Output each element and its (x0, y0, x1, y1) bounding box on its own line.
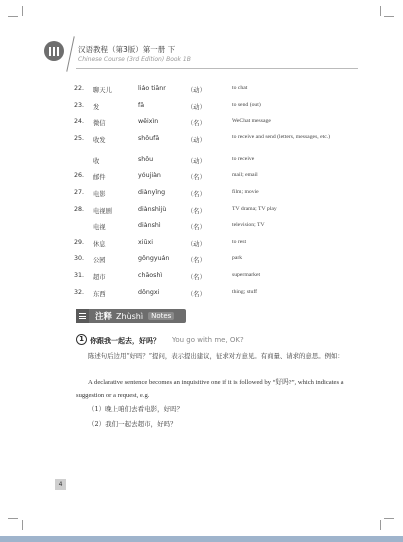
header-divider (66, 36, 74, 71)
book-logo-icon (44, 41, 64, 61)
vocab-gloss: WeChat message (232, 118, 271, 125)
crop-mark (8, 518, 18, 519)
vocab-word: 休息 (93, 240, 106, 248)
vocab-word: 公园 (93, 257, 106, 265)
vocab-row (0, 186, 403, 203)
vocab-pinyin: fā (138, 101, 145, 109)
vocab-word: 收 (93, 157, 100, 165)
vocab-number: 30. (74, 255, 85, 263)
notes-heading-cn: 注释 (95, 312, 113, 322)
vocab-word: 电视 (93, 224, 106, 232)
vocab-pos: （名） (187, 207, 206, 215)
crop-mark (380, 520, 381, 530)
vocab-gloss: supermarket (232, 271, 261, 278)
vocab-pos: （名） (187, 174, 206, 182)
vocab-row (0, 82, 403, 99)
vocab-row (0, 269, 403, 286)
vocab-number: 27. (74, 188, 85, 196)
vocab-word: 微信 (93, 120, 106, 128)
vocab-pos: （名） (187, 290, 206, 298)
vocab-gloss: to chat (232, 85, 248, 91)
vocab-pinyin: yóujiàn (138, 172, 161, 180)
note-title-cn: 你跟我一起去，好吗？ (90, 337, 160, 345)
vocab-row (0, 169, 403, 186)
vocab-word: 电影 (93, 190, 106, 198)
vocab-gloss: to send (out) (232, 101, 261, 108)
crop-mark (380, 6, 381, 16)
vocab-row (0, 99, 403, 116)
crop-mark (8, 16, 18, 17)
vocab-pinyin: xiūxi (138, 238, 153, 246)
vocab-gloss: to rest (232, 238, 247, 245)
note-title-en: You go with me, OK? (172, 336, 244, 344)
vocab-pos: （动） (187, 136, 206, 144)
vocab-gloss: park (232, 255, 243, 262)
vocab-gloss: to receive (232, 155, 255, 162)
vocab-number: 28. (74, 205, 85, 213)
vocab-gloss: thing; stuff (232, 288, 258, 295)
vocab-row (0, 286, 403, 303)
vocab-number: 29. (74, 238, 85, 246)
vocab-pinyin: diànyǐng (138, 188, 166, 196)
example-sentence: （2）我们一起去超市，好吗？ (88, 420, 177, 428)
vocab-word: 收发 (93, 136, 106, 144)
vocab-pos: （名） (187, 224, 206, 232)
vocab-gloss: mail; email (232, 172, 258, 179)
note-number-badge: 1 (76, 334, 87, 345)
vocab-number: 22. (74, 85, 85, 92)
notes-heading-en: Notes (148, 312, 174, 320)
crop-mark (384, 16, 394, 17)
vocab-row (0, 153, 403, 170)
vocab-number: 23. (74, 101, 85, 109)
vocab-word: 发 (93, 103, 100, 111)
vocab-row (0, 115, 403, 132)
vocab-pos: （动） (187, 103, 206, 111)
vocab-pos: （名） (187, 120, 206, 128)
running-header-subtitle: Chinese Course (3rd Edition) Book 1B (78, 56, 191, 63)
crop-mark (22, 6, 23, 16)
vocab-pinyin: diànshì (138, 222, 161, 230)
vocab-row (0, 132, 403, 153)
vocab-gloss: film; movie (232, 188, 259, 195)
vocab-row (0, 252, 403, 269)
example-sentence: （1）晚上咱们去看电影，好吗？ (88, 405, 184, 413)
header-rule (76, 68, 358, 69)
vocab-pos: （动） (187, 87, 206, 94)
notes-list-icon (76, 309, 89, 323)
vocabulary-list (0, 82, 403, 302)
vocab-number: 24. (74, 118, 85, 126)
vocab-pos: （动） (187, 240, 206, 248)
vocab-pinyin: diànshìjù (138, 205, 167, 213)
vocab-row (0, 219, 403, 236)
crop-mark (22, 520, 23, 530)
vocab-word: 东西 (93, 290, 106, 298)
vocab-pinyin: shōu (138, 155, 154, 163)
crop-mark (384, 518, 394, 519)
vocab-pos: （名） (187, 257, 206, 265)
vocab-number: 31. (74, 271, 85, 279)
vocab-pos: （名） (187, 273, 206, 281)
vocab-pinyin: gōngyuán (138, 255, 170, 263)
vocab-pinyin: dōngxi (138, 288, 160, 296)
vocab-word: 聊天儿 (93, 87, 112, 94)
vocab-row (0, 203, 403, 220)
vocab-pos: （名） (187, 190, 206, 198)
vocab-gloss: TV drama; TV play (232, 205, 277, 212)
viewer-bottom-bar (0, 536, 403, 542)
vocab-word: 邮件 (93, 174, 106, 182)
vocab-word: 超市 (93, 273, 106, 281)
vocab-pinyin: wēixìn (138, 118, 159, 126)
vocab-pinyin: liáo tiānr (138, 85, 166, 92)
note-explanation-en: A declarative sentence becomes an inquisitive one if it is followed by “好吗?”, which indicates a suggestion or a request, e.g. (76, 379, 344, 399)
vocab-number: 25. (74, 134, 85, 142)
vocab-word: 电视剧 (93, 207, 112, 215)
vocab-number: 32. (74, 288, 85, 296)
vocab-pos: （动） (187, 157, 206, 165)
note-explanation-cn: 陈述句后边用“好吗？”提问，表示提出建议，征求对方意见。有商量、请求的意思。例如： (88, 352, 344, 360)
vocab-number: 26. (74, 172, 85, 180)
vocab-gloss: television; TV (232, 222, 265, 229)
vocab-gloss: to receive and send (letters, messages, etc.) (232, 133, 331, 140)
notes-heading-pinyin: Zhùshì (116, 311, 144, 321)
vocab-row (0, 236, 403, 253)
vocab-pinyin: shōufā (138, 134, 160, 142)
page-number: 4 (55, 479, 66, 490)
vocab-pinyin: chāoshì (138, 271, 163, 279)
notes-heading-bar (76, 309, 186, 323)
running-header-title: 汉语教程（第3版）第一册 下 (78, 45, 176, 54)
